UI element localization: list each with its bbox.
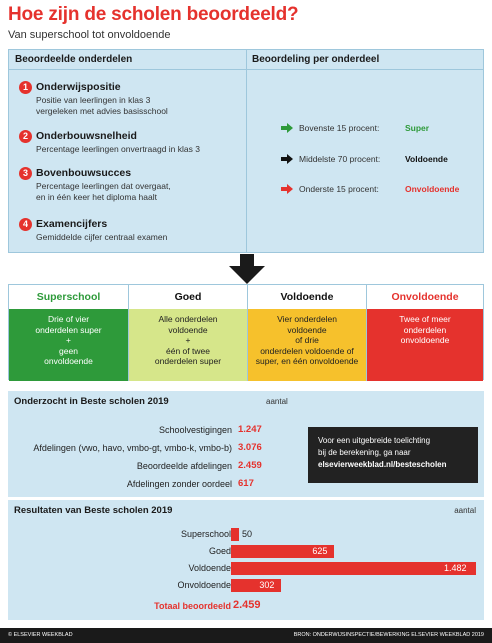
criterion-title: Examencijfers <box>36 218 108 230</box>
category-name: Goed <box>129 285 247 309</box>
desc-line: super, en één onvoldoende <box>255 356 359 366</box>
rating-text: Middelste 70 procent: <box>299 154 381 164</box>
page-title: Hoe zijn de scholen beoordeeld? <box>8 4 299 25</box>
desc-line: vergeleken met advies basisschool <box>36 106 168 116</box>
arrow-right-red-icon <box>281 184 293 194</box>
onderzocht-row-label: Afdelingen zonder oordeel <box>126 479 232 489</box>
panel-divider <box>246 50 247 252</box>
footer-source: BRON: ONDERWIJSINSPECTIE/BEWERKING ELSEVIER WEEKBLAD 2019 <box>293 632 484 638</box>
number-badge: 1 <box>19 81 32 94</box>
desc-line: onderdelen voldoende of <box>260 345 354 356</box>
criterion-description <box>36 144 246 155</box>
desc-line: Alle onderdelen <box>158 314 218 324</box>
desc-line: en in één keer het diploma haalt <box>36 192 157 202</box>
rating-value: Onvoldoende <box>405 184 460 194</box>
criterion-description <box>36 232 246 243</box>
total-value: 2.459 <box>233 599 261 611</box>
bar-value-label: 1.482 <box>444 563 467 573</box>
desc-line: Percentage leerlingen dat overgaat, <box>36 181 171 191</box>
bar-category-label: Voldoende <box>188 563 231 573</box>
desc-line: Vier onderdelen <box>277 314 337 324</box>
arrow-right-black-icon <box>281 154 293 164</box>
desc-line: Gemiddelde cijfer centraal examen <box>36 232 168 242</box>
category-name: Voldoende <box>248 285 366 309</box>
desc-line: voldoende <box>168 324 208 335</box>
category-voldoende <box>247 285 366 381</box>
desc-line: of drie <box>295 335 319 345</box>
onderzocht-row-value: 3.076 <box>238 442 262 453</box>
results-chart <box>8 500 484 620</box>
category-goed <box>128 285 247 381</box>
rating-onvoldoende <box>281 183 481 197</box>
rating-voldoende <box>281 153 481 167</box>
onderzocht-row-value: 617 <box>238 478 254 489</box>
desc-line: onderdelen <box>403 324 447 335</box>
desc-line: onvoldoende <box>44 356 93 366</box>
desc-line: één of twee <box>166 345 210 356</box>
info-link[interactable]: elsevierweekblad.nl/bestescholen <box>318 460 447 469</box>
category-description <box>248 309 366 381</box>
category-onvoldoende <box>366 285 483 381</box>
rating-value: Super <box>405 123 430 133</box>
category-description <box>367 309 483 381</box>
bar <box>231 528 239 541</box>
left-heading: Beoordeelde onderdelen <box>15 54 133 65</box>
category-description <box>9 309 128 381</box>
arrow-right-green-icon <box>281 123 293 133</box>
onderzocht-row-label: Schoolvestigingen <box>158 425 232 435</box>
onderzocht-row-label: Beoordeelde afdelingen <box>136 461 232 471</box>
number-badge: 4 <box>19 218 32 231</box>
desc-line: onvoldoende <box>400 335 450 345</box>
desc-line: voldoende <box>287 324 327 335</box>
bar-value-label: 302 <box>259 580 275 590</box>
rating-value: Voldoende <box>405 154 448 164</box>
desc-line: + <box>185 335 191 345</box>
onderzocht-panel <box>8 391 484 497</box>
desc-line: Twee of meer <box>399 314 451 324</box>
desc-line: Positie van leerlingen in klas 3 <box>36 95 151 105</box>
arrow-down-icon <box>229 254 265 284</box>
desc-line: Percentage leerlingen onvertraagd in klas 3 <box>36 144 200 154</box>
info-line: bij de berekening, ga naar <box>318 448 411 457</box>
criterion-title: Bovenbouwsucces <box>36 167 132 179</box>
category-table <box>8 284 484 380</box>
number-badge: 3 <box>19 167 32 180</box>
info-box <box>308 427 478 483</box>
criterion-title: Onderwijspositie <box>36 81 121 93</box>
onderzocht-row-value: 1.247 <box>238 424 262 435</box>
desc-line: onderdelen super <box>35 324 102 335</box>
criterion-description <box>36 181 246 203</box>
chart-title: Resultaten van Beste scholen 2019 <box>14 505 173 516</box>
desc-line: Drie of vier <box>47 314 90 324</box>
right-heading: Beoordeling per onderdeel <box>252 54 380 65</box>
rating-super <box>281 122 481 136</box>
desc-line: onderdelen super <box>154 356 222 366</box>
total-label: Totaal beoordeeld <box>154 601 231 611</box>
aantal-label: aantal <box>266 397 288 406</box>
page-subtitle: Van superschool tot onvoldoende <box>8 29 171 41</box>
footer-copyright: © ELSEVIER WEEKBLAD <box>8 632 73 638</box>
criterion-description <box>36 95 246 117</box>
criterion-title: Onderbouwsnelheid <box>36 130 137 142</box>
bar-value-label: 625 <box>312 546 328 556</box>
bar-category-label: Goed <box>208 546 231 556</box>
bar-value-label: 50 <box>242 529 253 539</box>
category-name: Onvoldoende <box>367 285 483 309</box>
category-name: Superschool <box>9 285 128 309</box>
info-line: Voor een uitgebreide toelichting <box>318 436 431 445</box>
category-superschool <box>9 285 128 381</box>
number-badge: 2 <box>19 130 32 143</box>
rating-text: Bovenste 15 procent: <box>299 123 380 133</box>
onderzocht-row-label: Afdelingen (vwo, havo, vmbo-gt, vmbo-k, vmbo-b) <box>33 443 232 453</box>
bar-category-label: Superschool <box>180 529 231 539</box>
rating-text: Onderste 15 procent: <box>299 184 379 194</box>
bar-category-label: Onvoldoende <box>177 580 231 590</box>
chart-ylabel: aantal <box>454 506 476 515</box>
desc-line: geen <box>59 345 78 356</box>
footer <box>0 628 492 643</box>
onderzocht-row-value: 2.459 <box>238 460 262 471</box>
category-description <box>129 309 247 381</box>
desc-line: + <box>66 335 71 345</box>
bar <box>231 562 476 575</box>
onderzocht-heading: Onderzocht in Beste scholen 2019 <box>14 396 169 407</box>
criteria-panel <box>8 49 484 253</box>
